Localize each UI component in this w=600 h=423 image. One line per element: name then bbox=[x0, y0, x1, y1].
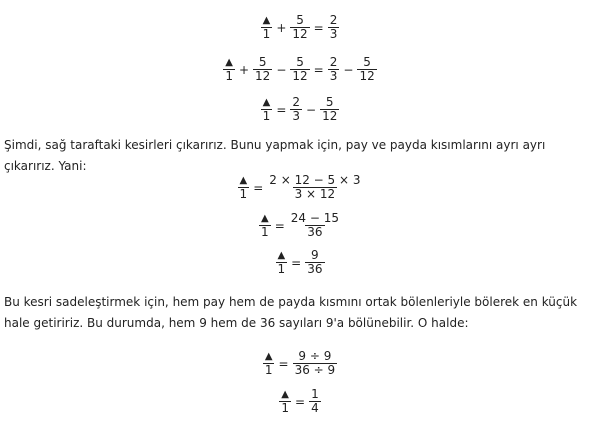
fraction: $\frac{1}{4}$ bbox=[311, 387, 319, 415]
triangle-icon: ▲ bbox=[277, 250, 286, 261]
explanation-paragraph-2: Bu kesri sadeleştirmek için, hem pay hem de payda kısmını ortak bölenleriyle bölerek en küçük hale getiririz. Bu durumda, hem 9 hem de 36 sayıları 9'a bölünebilir. O halde: bbox=[4, 295, 578, 330]
equals-sign: = bbox=[278, 356, 289, 371]
equation-step-7 bbox=[0, 344, 600, 377]
unknown-fraction: $\frac{▲}{1}$ bbox=[264, 351, 273, 377]
unknown-fraction: $\frac{▲}{1}$ bbox=[239, 175, 248, 201]
unknown-fraction: $\frac{▲}{1}$ bbox=[225, 57, 233, 83]
fraction: $\frac{2}{3}$ bbox=[292, 95, 301, 123]
unknown-fraction: $\frac{▲}{1}$ bbox=[262, 97, 271, 123]
fraction: $\frac{9 \div 9}{36 \div 9}$ bbox=[294, 349, 336, 377]
fraction: $\frac{5}{12}$ bbox=[322, 95, 338, 123]
equals-sign: = bbox=[274, 218, 285, 233]
equals-sign: = bbox=[295, 394, 306, 409]
triangle-icon: ▲ bbox=[239, 175, 248, 186]
explanation-paragraph-1: Şimdi, sağ taraftaki kesirleri çıkarırız. Bunu yapmak için, pay ve payda kısımlarını ayrı ayrı çıkarırız. Yani: bbox=[4, 138, 546, 173]
equation-step-6 bbox=[0, 243, 600, 276]
equation-step-1 bbox=[0, 8, 600, 41]
equation-step-3 bbox=[0, 90, 600, 123]
plus-sign: + bbox=[276, 20, 287, 35]
equation-step-5 bbox=[0, 206, 600, 239]
equation-step-2 bbox=[0, 50, 600, 83]
unknown-fraction: $\frac{▲}{1}$ bbox=[277, 250, 286, 276]
triangle-icon: ▲ bbox=[225, 57, 233, 68]
triangle-icon: ▲ bbox=[264, 351, 273, 362]
equation-step-4 bbox=[0, 168, 600, 201]
equals-sign: = bbox=[291, 255, 302, 270]
unknown-fraction: $\frac{▲}{1}$ bbox=[261, 213, 269, 239]
unknown-fraction: $\frac{▲}{1}$ bbox=[262, 15, 271, 41]
minus-sign: − bbox=[343, 62, 354, 77]
equals-sign: = bbox=[313, 20, 324, 35]
triangle-icon: ▲ bbox=[261, 213, 269, 224]
minus-sign: − bbox=[306, 102, 317, 117]
fraction: $\frac{9}{36}$ bbox=[307, 248, 323, 276]
fraction: $\frac{2}{3}$ bbox=[329, 55, 338, 83]
equals-sign: = bbox=[313, 62, 324, 77]
fraction: $\frac{5}{12}$ bbox=[255, 55, 271, 83]
minus-sign: − bbox=[276, 62, 287, 77]
fraction: $\frac{2}{3}$ bbox=[329, 13, 338, 41]
equation-step-8 bbox=[0, 382, 600, 415]
triangle-icon: ▲ bbox=[262, 15, 271, 26]
fraction: $\frac{5}{12}$ bbox=[292, 13, 308, 41]
unknown-fraction: $\frac{▲}{1}$ bbox=[281, 389, 289, 415]
equals-sign: = bbox=[276, 102, 287, 117]
equals-sign: = bbox=[253, 180, 264, 195]
fraction: $\frac{5}{12}$ bbox=[359, 55, 375, 83]
triangle-icon: ▲ bbox=[281, 389, 289, 400]
triangle-icon: ▲ bbox=[262, 97, 271, 108]
fraction: $\frac{5}{12}$ bbox=[292, 55, 308, 83]
fraction: $\frac{24 - 15}{36}$ bbox=[290, 211, 339, 239]
plus-sign: + bbox=[238, 62, 250, 77]
fraction: $\frac{2 \times 12 - 5 \times 3}{3 \times 12}$ bbox=[269, 173, 361, 201]
